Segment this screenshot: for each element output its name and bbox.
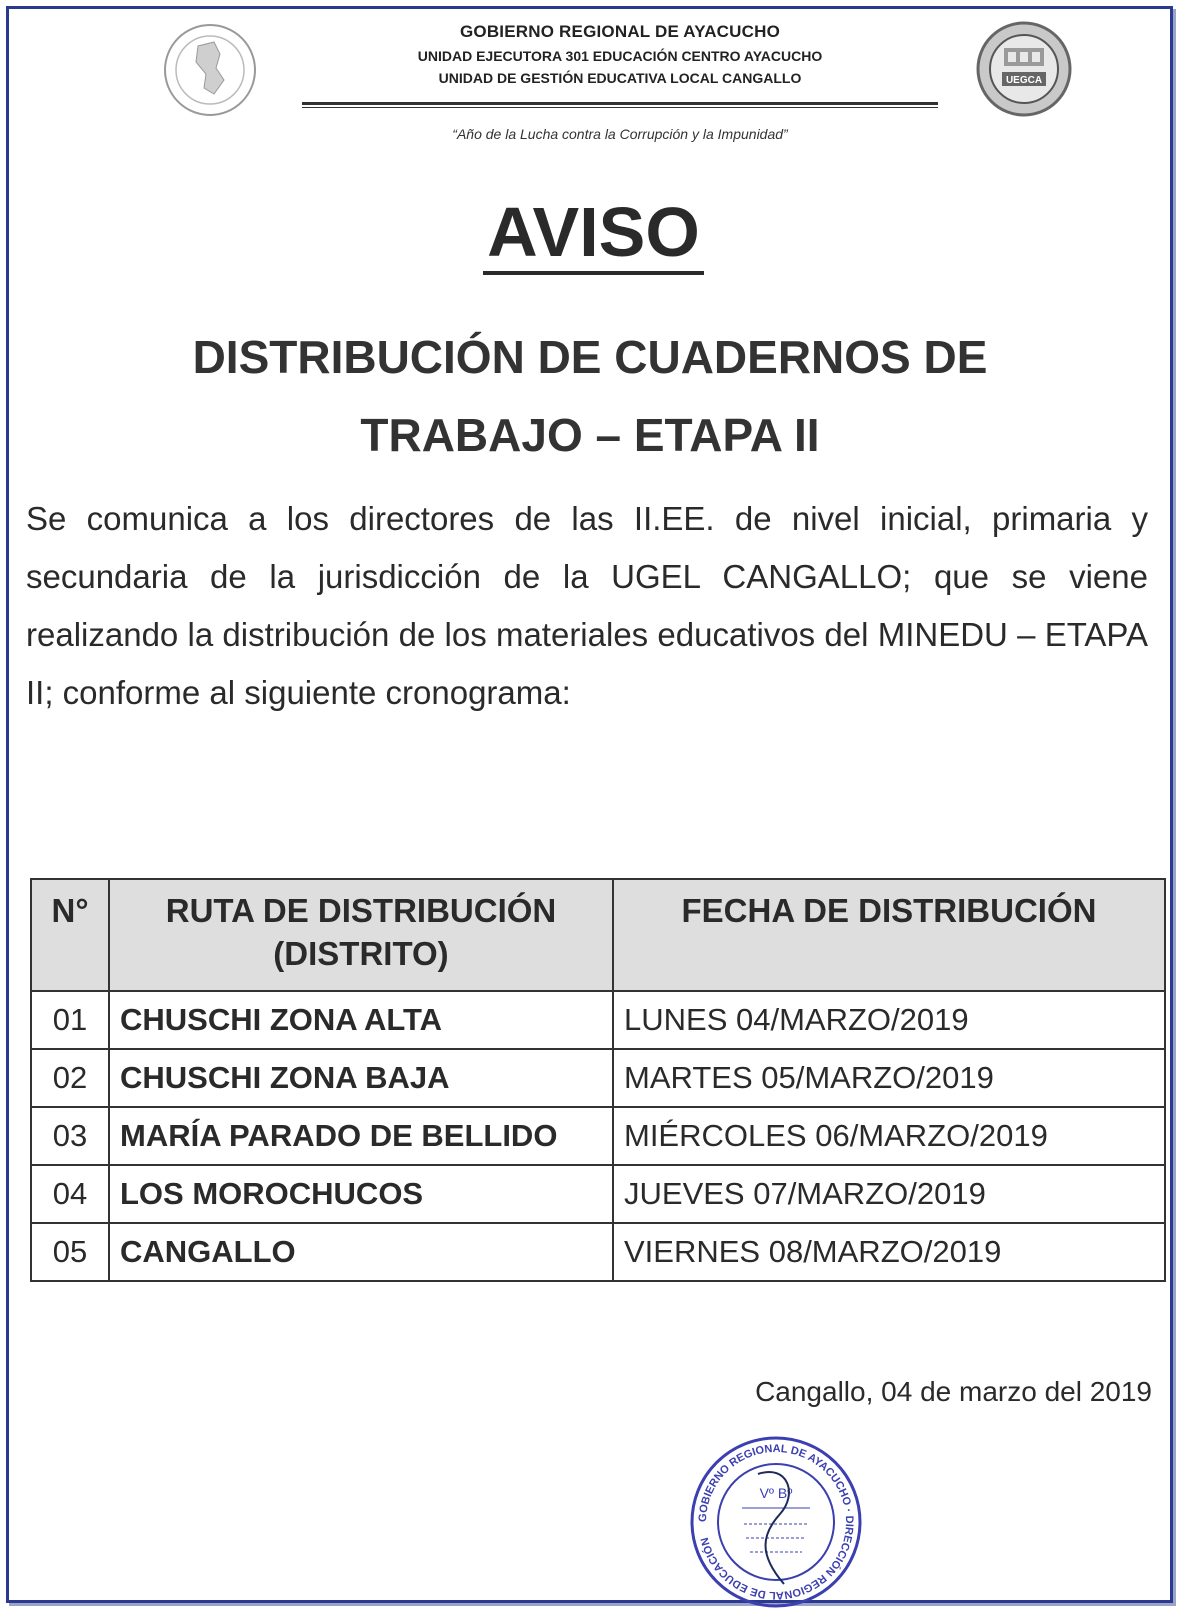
official-stamp-icon bbox=[688, 1434, 864, 1610]
row-route: LOS MOROCHUCOS bbox=[109, 1165, 613, 1223]
header-date: FECHA DE DISTRIBUCIÓN bbox=[613, 879, 1165, 991]
header-rule bbox=[302, 102, 938, 108]
header-route-line-1: RUTA DE DISTRIBUCIÓN bbox=[165, 892, 557, 929]
place-and-date: Cangallo, 04 de marzo del 2019 bbox=[755, 1376, 1152, 1407]
row-number: 02 bbox=[31, 1049, 109, 1107]
row-date: MIÉRCOLES 06/MARZO/2019 bbox=[613, 1107, 1165, 1165]
uegca-seal-icon bbox=[976, 14, 1072, 124]
row-number: 01 bbox=[31, 991, 109, 1049]
stamp-center-label: Vº Bº bbox=[759, 1485, 793, 1501]
title-line-1: DISTRIBUCIÓN DE CUADERNOS DE bbox=[192, 331, 988, 383]
title-line-2: TRABAJO – ETAPA II bbox=[360, 409, 820, 461]
row-date: MARTES 05/MARZO/2019 bbox=[613, 1049, 1165, 1107]
row-date: VIERNES 08/MARZO/2019 bbox=[613, 1223, 1165, 1281]
row-date: JUEVES 07/MARZO/2019 bbox=[613, 1165, 1165, 1223]
notice-heading bbox=[0, 192, 1187, 272]
header-route-line-2: (DISTRITO) bbox=[273, 934, 449, 972]
row-route: CANGALLO bbox=[109, 1223, 613, 1281]
table-header-row bbox=[31, 879, 1165, 991]
notice-body: Se comunica a los directores de las II.EE. de nivel inicial, primaria y secundaria de la jurisdicción de la UGEL CANGALLO; que se viene realizando la distribución de los materiales educativos del MINEDU – ETAPA II; conforme al siguiente cronograma: bbox=[26, 500, 1148, 711]
table-row bbox=[31, 1165, 1165, 1223]
row-number: 05 bbox=[31, 1223, 109, 1281]
header-num: N° bbox=[31, 879, 109, 991]
row-route: MARÍA PARADO DE BELLIDO bbox=[109, 1107, 613, 1165]
table-row bbox=[31, 1049, 1165, 1107]
letterhead bbox=[300, 22, 940, 86]
row-route: CHUSCHI ZONA BAJA bbox=[109, 1049, 613, 1107]
distribution-schedule-table bbox=[30, 878, 1166, 1282]
year-motto: “Año de la Lucha contra la Corrupción y la Impunidad” bbox=[452, 126, 788, 142]
row-date: LUNES 04/MARZO/2019 bbox=[613, 991, 1165, 1049]
table-row bbox=[31, 991, 1165, 1049]
header-line-1: GOBIERNO REGIONAL DE AYACUCHO bbox=[459, 22, 781, 41]
uegca-logo-text: UEGCA bbox=[1005, 75, 1043, 86]
aviso-label: AVISO bbox=[483, 193, 704, 275]
svg-text:GOBIERNO REGIONAL DE AYACUCHO bbox=[697, 1443, 855, 1601]
table-row bbox=[31, 1107, 1165, 1165]
table-row bbox=[31, 1223, 1165, 1281]
header-line-3: UNIDAD DE GESTIÓN EDUCATIVA LOCAL CANGALLO bbox=[438, 70, 802, 86]
row-number: 04 bbox=[31, 1165, 109, 1223]
stamp-ring-text: GOBIERNO REGIONAL DE AYACUCHO · DIRECCIÓN REGIONAL DE EDUCACIÓN bbox=[696, 1442, 856, 1602]
gobierno-regional-seal-icon bbox=[162, 22, 258, 118]
row-number: 03 bbox=[31, 1107, 109, 1165]
header-route bbox=[109, 879, 613, 991]
row-route: CHUSCHI ZONA ALTA bbox=[109, 991, 613, 1049]
header-line-2: UNIDAD EJECUTORA 301 EDUCACIÓN CENTRO AYACUCHO bbox=[417, 48, 823, 64]
